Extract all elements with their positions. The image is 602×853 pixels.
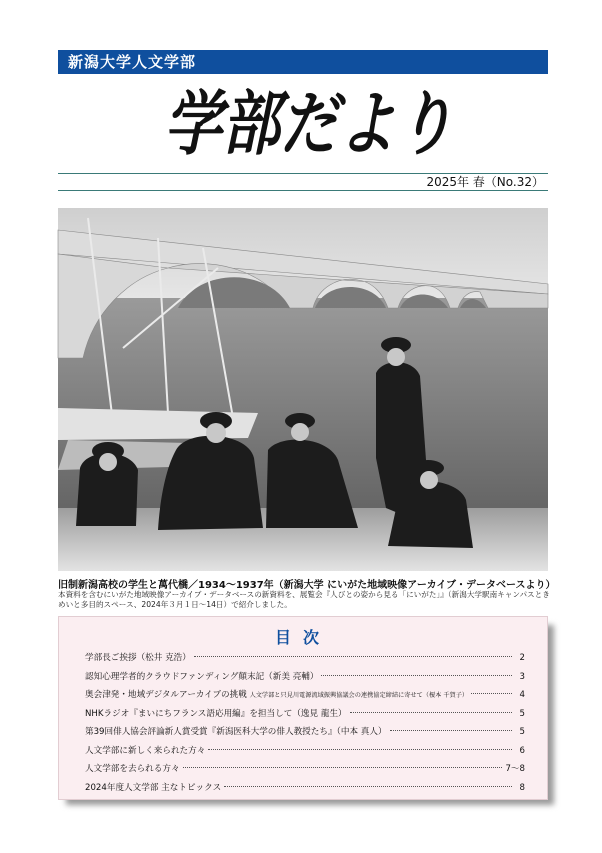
toc-item-page: 5	[519, 708, 525, 719]
toc-item-page: 4	[519, 690, 525, 700]
toc-leader	[390, 730, 512, 731]
toc-item-main: 奥会津発・地域デジタルアーカイブの挑戦	[85, 690, 247, 700]
toc-item[interactable]	[85, 670, 525, 689]
masthead-title-text: 学部だより	[164, 82, 454, 165]
toc-leader	[183, 767, 503, 768]
toc-item[interactable]	[85, 707, 525, 726]
faculty-banner	[58, 50, 548, 74]
toc-item-title: 人文学部に新しく来られた方々	[85, 745, 206, 756]
toc-item-page: 2	[519, 653, 525, 663]
photo-caption: 旧制新潟高校の学生と萬代橋／1934～1937年（新潟大学 にいがた地域映像アーカイブ・データベースより）	[58, 580, 556, 591]
table-of-contents	[58, 616, 548, 800]
toc-item-page: 7～8	[505, 764, 525, 774]
toc-item[interactable]	[85, 744, 525, 763]
toc-leader	[208, 749, 512, 750]
toc-item-title	[85, 688, 468, 700]
toc-item-page: 6	[519, 745, 525, 756]
toc-leader	[350, 712, 512, 713]
toc-item-title: 学部長ご挨拶（松井 克浩）	[85, 653, 191, 663]
toc-item-title: NHKラジオ『まいにちフランス語応用編』を担当して（逸見 龍生）	[85, 708, 347, 719]
toc-leader	[194, 656, 512, 657]
toc-leader	[224, 786, 512, 787]
toc-leader	[471, 693, 512, 694]
toc-item-title: 認知心理学者的クラウドファンディング顛末記（新美 亮輔）	[85, 671, 319, 682]
issue-rule-bottom	[58, 190, 548, 191]
toc-title: 目次	[274, 628, 331, 647]
masthead-title	[160, 74, 460, 174]
toc-item[interactable]	[85, 725, 525, 744]
toc-item[interactable]	[85, 781, 525, 800]
toc-item-page: 5	[519, 727, 525, 737]
toc-item[interactable]	[85, 651, 525, 670]
toc-item-page: 8	[519, 782, 525, 793]
cover-photo	[58, 208, 548, 571]
toc-list	[85, 651, 525, 799]
toc-item[interactable]	[85, 688, 525, 707]
toc-leader	[321, 675, 512, 676]
toc-item[interactable]	[85, 762, 525, 781]
issue-label: 2025年 春（No.32）	[426, 175, 544, 189]
toc-item-title: 2024年度人文学部 主なトピックス	[85, 782, 222, 793]
toc-item-title: 第39回俳人協会評論新人賞受賞『新潟医科大学の俳人教授たち』（中本 真人）	[85, 727, 387, 737]
toc-item-page: 3	[519, 671, 525, 682]
toc-item-note: 人文学部と只見川電源流域振興協議会の連携協定締結に寄せて（榎本 千賀子）	[249, 692, 469, 699]
photo-description: 本資料を含むにいがた地域映像アーカイブ・データベースの新資料を、展覧会『人びとの姿から見る「にいがた」』（新潟大学駅南キャンパスときめいと多目的スペース、2024年３月１日～14日）で紹介しました。	[58, 590, 550, 609]
faculty-name: 新潟大学人文学部	[68, 53, 197, 71]
toc-item-title: 人文学部を去られる方々	[85, 764, 180, 774]
